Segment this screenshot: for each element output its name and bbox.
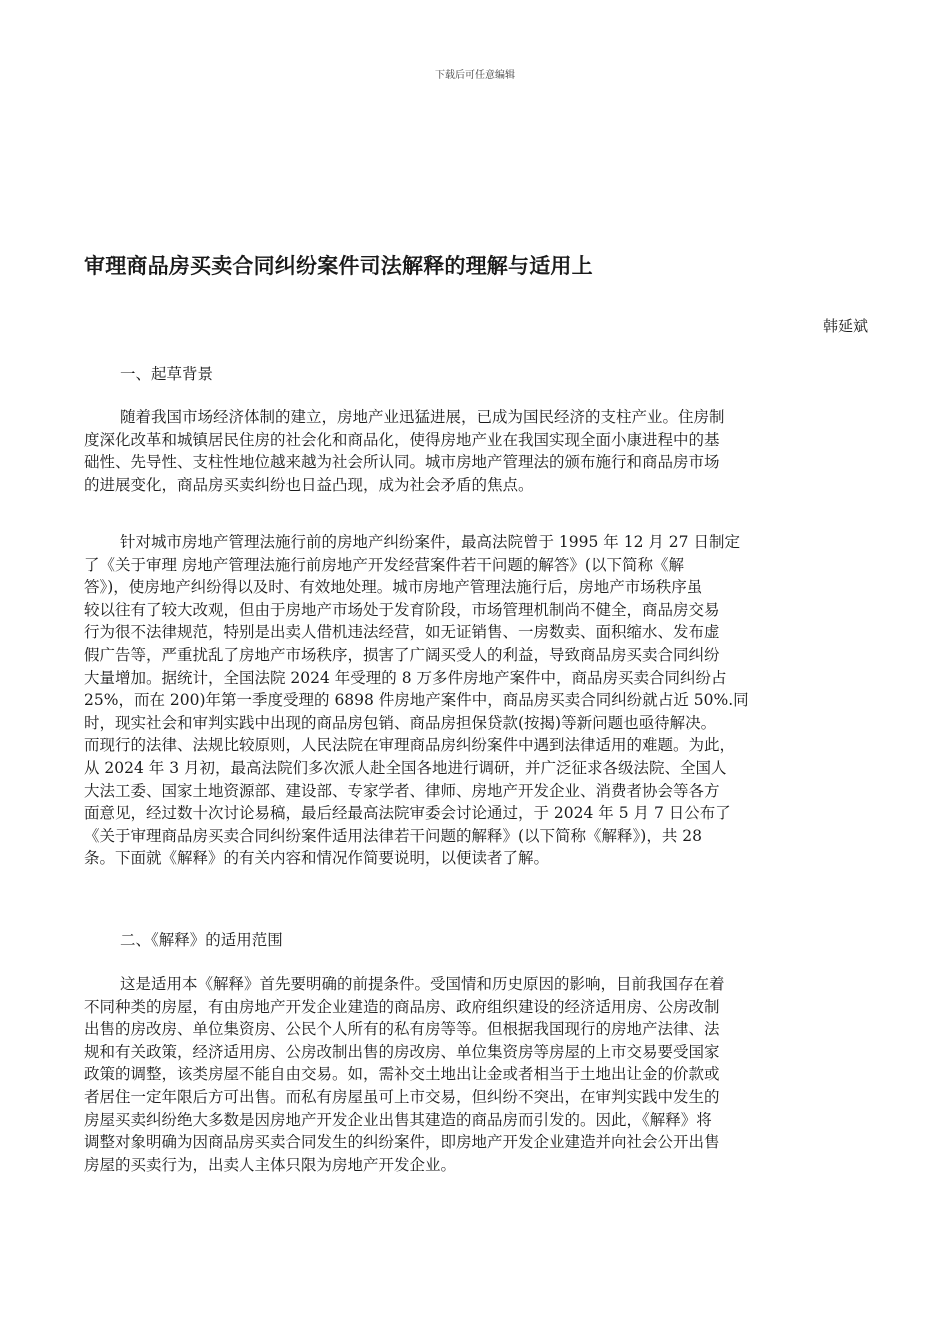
paragraph-line: 这是适用本《解释》首先要明确的前提条件。受国情和历史原因的影响，目前我国存在着 bbox=[120, 975, 725, 993]
paragraph-line: 从 2024 年 3 月初，最高法院们多次派人赴全国各地进行调研，并广泛征求各级法院、全国人 bbox=[84, 758, 727, 777]
paragraph-line: 针对城市房地产管理法施行前的房地产纠纷案件，最高法院曾于 1995 年 12 月 27 日制定 bbox=[120, 533, 740, 551]
paragraph-line: 《关于审理商品房买卖合同纠纷案件适用法律若干问题的解释》(以下简称《解释》)，共 28 bbox=[84, 826, 702, 845]
paragraph-line: 条。下面就《解释》的有关内容和情况作简要说明，以便读者了解。 bbox=[84, 849, 550, 868]
paragraph-line: 政策的调整，该类房屋不能自由交易。如，需补交土地出让金或者相当于土地出让金的价款或 bbox=[84, 1065, 720, 1084]
paragraph-line: 大量增加。据统计，全国法院 2024 年受理的 8 万多件房地产案件中，商品房买卖合同纠纷占 bbox=[84, 668, 727, 687]
paragraph-line: 房屋的买卖行为，出卖人主体只限为房地产开发企业。 bbox=[84, 1155, 457, 1174]
paragraph-line: 的进展变化，商品房买卖纠纷也日益凸现，成为社会矛盾的焦点。 bbox=[84, 475, 534, 494]
paragraph-line: 答》)，使房地产纠纷得以及时、有效地处理。城市房地产管理法施行后，房地产市场秩序虽 bbox=[84, 578, 703, 597]
paragraph-background-2 bbox=[84, 531, 876, 870]
section-heading-background: 一、起草背景 bbox=[120, 365, 214, 383]
header-note: 下载后可任意编辑 bbox=[435, 70, 515, 81]
document-title: 审理商品房买卖合同纠纷案件司法解释的理解与适用上 bbox=[84, 254, 593, 278]
paragraph-line: 较以往有了较大改观，但由于房地产市场处于发育阶段，市场管理机制尚不健全，商品房交易 bbox=[84, 600, 720, 619]
paragraph-line: 面意见，经过数十次讨论易稿，最后经最高法院审委会讨论通过，于 2024 年 5 月 7 日公布了 bbox=[84, 804, 731, 823]
paragraph-line: 度深化改革和城镇居民住房的社会化和商品化，使得房地产业在我国实现全面小康进程中的基 bbox=[84, 430, 720, 449]
author-name: 韩延斌 bbox=[822, 317, 868, 335]
paragraph-line: 时，现实社会和审判实践中出现的商品房包销、商品房担保贷款(按揭)等新问题也亟待解决。 bbox=[84, 713, 717, 732]
paragraph-line: 调整对象明确为因商品房买卖合同发生的纠纷案件，即房地产开发企业建造并向社会公开出售 bbox=[84, 1133, 720, 1152]
paragraph-line: 规和有关政策，经济适用房、公房改制出售的房改房、单位集资房等房屋的上市交易要受国家 bbox=[84, 1042, 720, 1061]
paragraph-line: 了《关于审理 房地产管理法施行前房地产开发经营案件若干问题的解答》(以下简称《解 bbox=[84, 555, 684, 574]
paragraph-line: 大法工委、国家土地资源部、建设部、专家学者、律师、房地产开发企业、消费者协会等各方 bbox=[84, 781, 720, 800]
paragraph-line: 行为很不法律规范，特别是出卖人借机违法经营，如无证销售、一房数卖、面积缩水、发布虚 bbox=[84, 623, 720, 642]
paragraph-line: 而现行的法律、法规比较原则，人民法院在审理商品房纠纷案件中遇到法律适用的难题。为此， bbox=[84, 736, 736, 755]
section-heading-scope: 二、《解释》的适用范围 bbox=[120, 931, 283, 949]
paragraph-line: 房屋买卖纠纷绝大多数是因房地产开发企业出售其建造的商品房而引发的。因此，《解释》将 bbox=[84, 1110, 712, 1129]
paragraph-scope-1 bbox=[84, 973, 876, 1176]
paragraph-line: 出售的房改房、单位集资房、公民个人所有的私有房等等。但根据我国现行的房地产法律、法 bbox=[84, 1020, 720, 1039]
paragraph-line: 随着我国市场经济体制的建立，房地产业迅猛进展，已成为国民经济的支柱产业。住房制 bbox=[120, 408, 725, 426]
paragraph-line: 假广告等，严重扰乱了房地产市场秩序，损害了广阔买受人的利益，导致商品房买卖合同纠纷 bbox=[84, 645, 720, 664]
paragraph-line: 25%，而在 200)年第一季度受理的 6898 件房地产案件中，商品房买卖合同纠纷就占近 50%.同 bbox=[84, 691, 749, 710]
paragraph-background-1 bbox=[84, 406, 876, 496]
paragraph-line: 础性、先导性、支柱性地位越来越为社会所认同。城市房地产管理法的颁布施行和商品房市场 bbox=[84, 453, 720, 472]
paragraph-line: 不同种类的房屋，有由房地产开发企业建造的商品房、政府组织建设的经济适用房、公房改制 bbox=[84, 997, 720, 1016]
paragraph-line: 者居住一定年限后方可出售。而私有房屋虽可上市交易，但纠纷不突出，在审判实践中发生的 bbox=[84, 1087, 720, 1106]
